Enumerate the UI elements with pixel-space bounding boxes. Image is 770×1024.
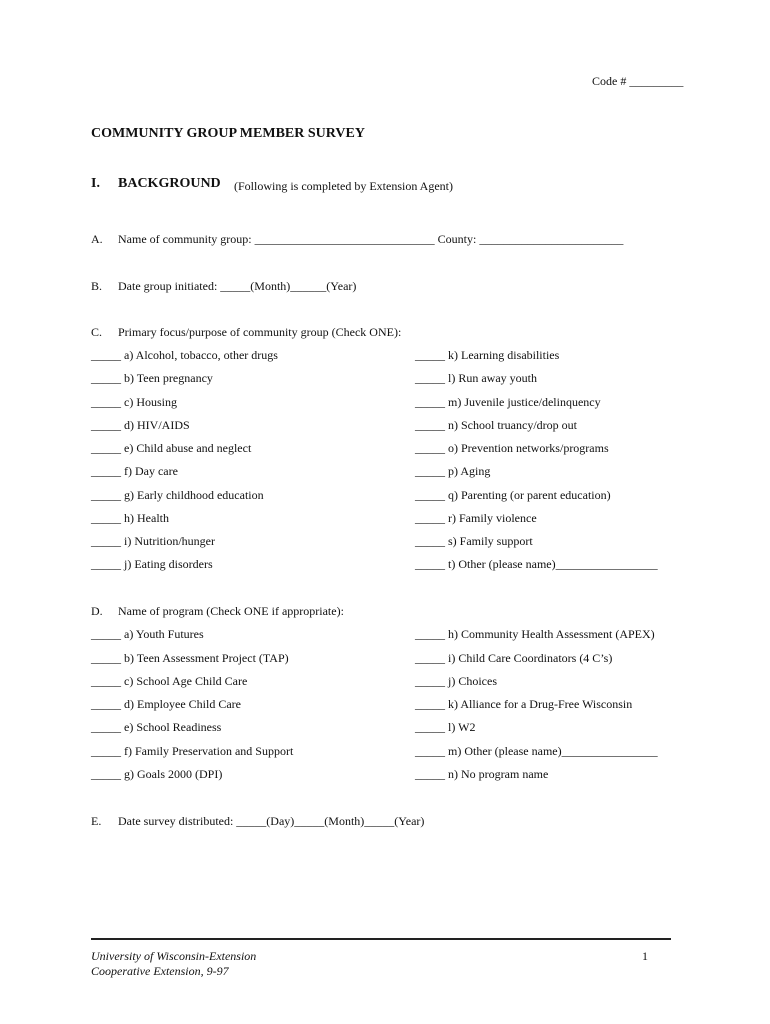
question-a-text: Name of community group: ______________________________ County: ________________________ (118, 232, 624, 246)
program-option: _____ g) Goals 2000 (DPI) (91, 767, 223, 781)
program-option: _____ n) No program name (415, 767, 549, 781)
footer-rule (91, 938, 671, 940)
focus-option: _____ h) Health (91, 511, 169, 525)
focus-option: _____ j) Eating disorders (91, 557, 213, 571)
program-option: _____ i) Child Care Coordinators (4 C’s) (415, 651, 613, 665)
question-c-text: Primary focus/purpose of community group (Check ONE): (118, 325, 402, 339)
question-e-letter: E. (91, 814, 102, 828)
focus-option: _____ s) Family support (415, 534, 533, 548)
question-d-letter: D. (91, 604, 103, 618)
program-option: _____ f) Family Preservation and Support (91, 744, 294, 758)
program-option: _____ j) Choices (415, 674, 497, 688)
focus-option: _____ r) Family violence (415, 511, 537, 525)
program-option: _____ k) Alliance for a Drug-Free Wisconsin (415, 697, 633, 711)
question-e-text: Date survey distributed: _____(Day)_____(Month)_____(Year) (118, 814, 425, 828)
code-number-label: Code # _________ (592, 74, 684, 88)
focus-option: _____ l) Run away youth (415, 371, 537, 385)
focus-option: _____ a) Alcohol, tobacco, other drugs (91, 348, 278, 362)
footer-department: Cooperative Extension, 9-97 (91, 964, 229, 978)
program-option: _____ e) School Readiness (91, 720, 222, 734)
page-number: 1 (642, 949, 648, 963)
section-number: I. (91, 176, 100, 191)
focus-option: _____ c) Housing (91, 395, 177, 409)
section-title: BACKGROUND (118, 176, 221, 191)
focus-option: _____ k) Learning disabilities (415, 348, 560, 362)
focus-option: _____ t) Other (please name)_________________ (415, 557, 658, 571)
focus-option: _____ q) Parenting (or parent education) (415, 488, 611, 502)
program-option: _____ m) Other (please name)________________ (415, 744, 658, 758)
focus-option: _____ g) Early childhood education (91, 488, 264, 502)
program-option: _____ h) Community Health Assessment (APEX) (415, 627, 655, 641)
focus-option: _____ d) HIV/AIDS (91, 418, 190, 432)
footer-institution: University of Wisconsin-Extension (91, 949, 257, 963)
focus-option: _____ n) School truancy/drop out (415, 418, 577, 432)
program-option: _____ d) Employee Child Care (91, 697, 241, 711)
program-option: _____ b) Teen Assessment Project (TAP) (91, 651, 289, 665)
focus-option: _____ i) Nutrition/hunger (91, 534, 215, 548)
question-b-letter: B. (91, 279, 103, 293)
focus-option: _____ o) Prevention networks/programs (415, 441, 609, 455)
focus-option: _____ e) Child abuse and neglect (91, 441, 252, 455)
focus-option: _____ m) Juvenile justice/delinquency (415, 395, 601, 409)
question-d-text: Name of program (Check ONE if appropriate): (118, 604, 344, 618)
focus-option: _____ p) Aging (415, 464, 491, 478)
program-option: _____ a) Youth Futures (91, 627, 204, 641)
question-b-text: Date group initiated: _____(Month)______(Year) (118, 279, 357, 293)
focus-option: _____ b) Teen pregnancy (91, 371, 213, 385)
section-note: (Following is completed by Extension Agent) (234, 179, 453, 193)
page-title: COMMUNITY GROUP MEMBER SURVEY (91, 126, 365, 141)
program-option: _____ l) W2 (415, 720, 476, 734)
focus-option: _____ f) Day care (91, 464, 178, 478)
program-option: _____ c) School Age Child Care (91, 674, 248, 688)
question-c-letter: C. (91, 325, 103, 339)
question-a-letter: A. (91, 232, 103, 246)
